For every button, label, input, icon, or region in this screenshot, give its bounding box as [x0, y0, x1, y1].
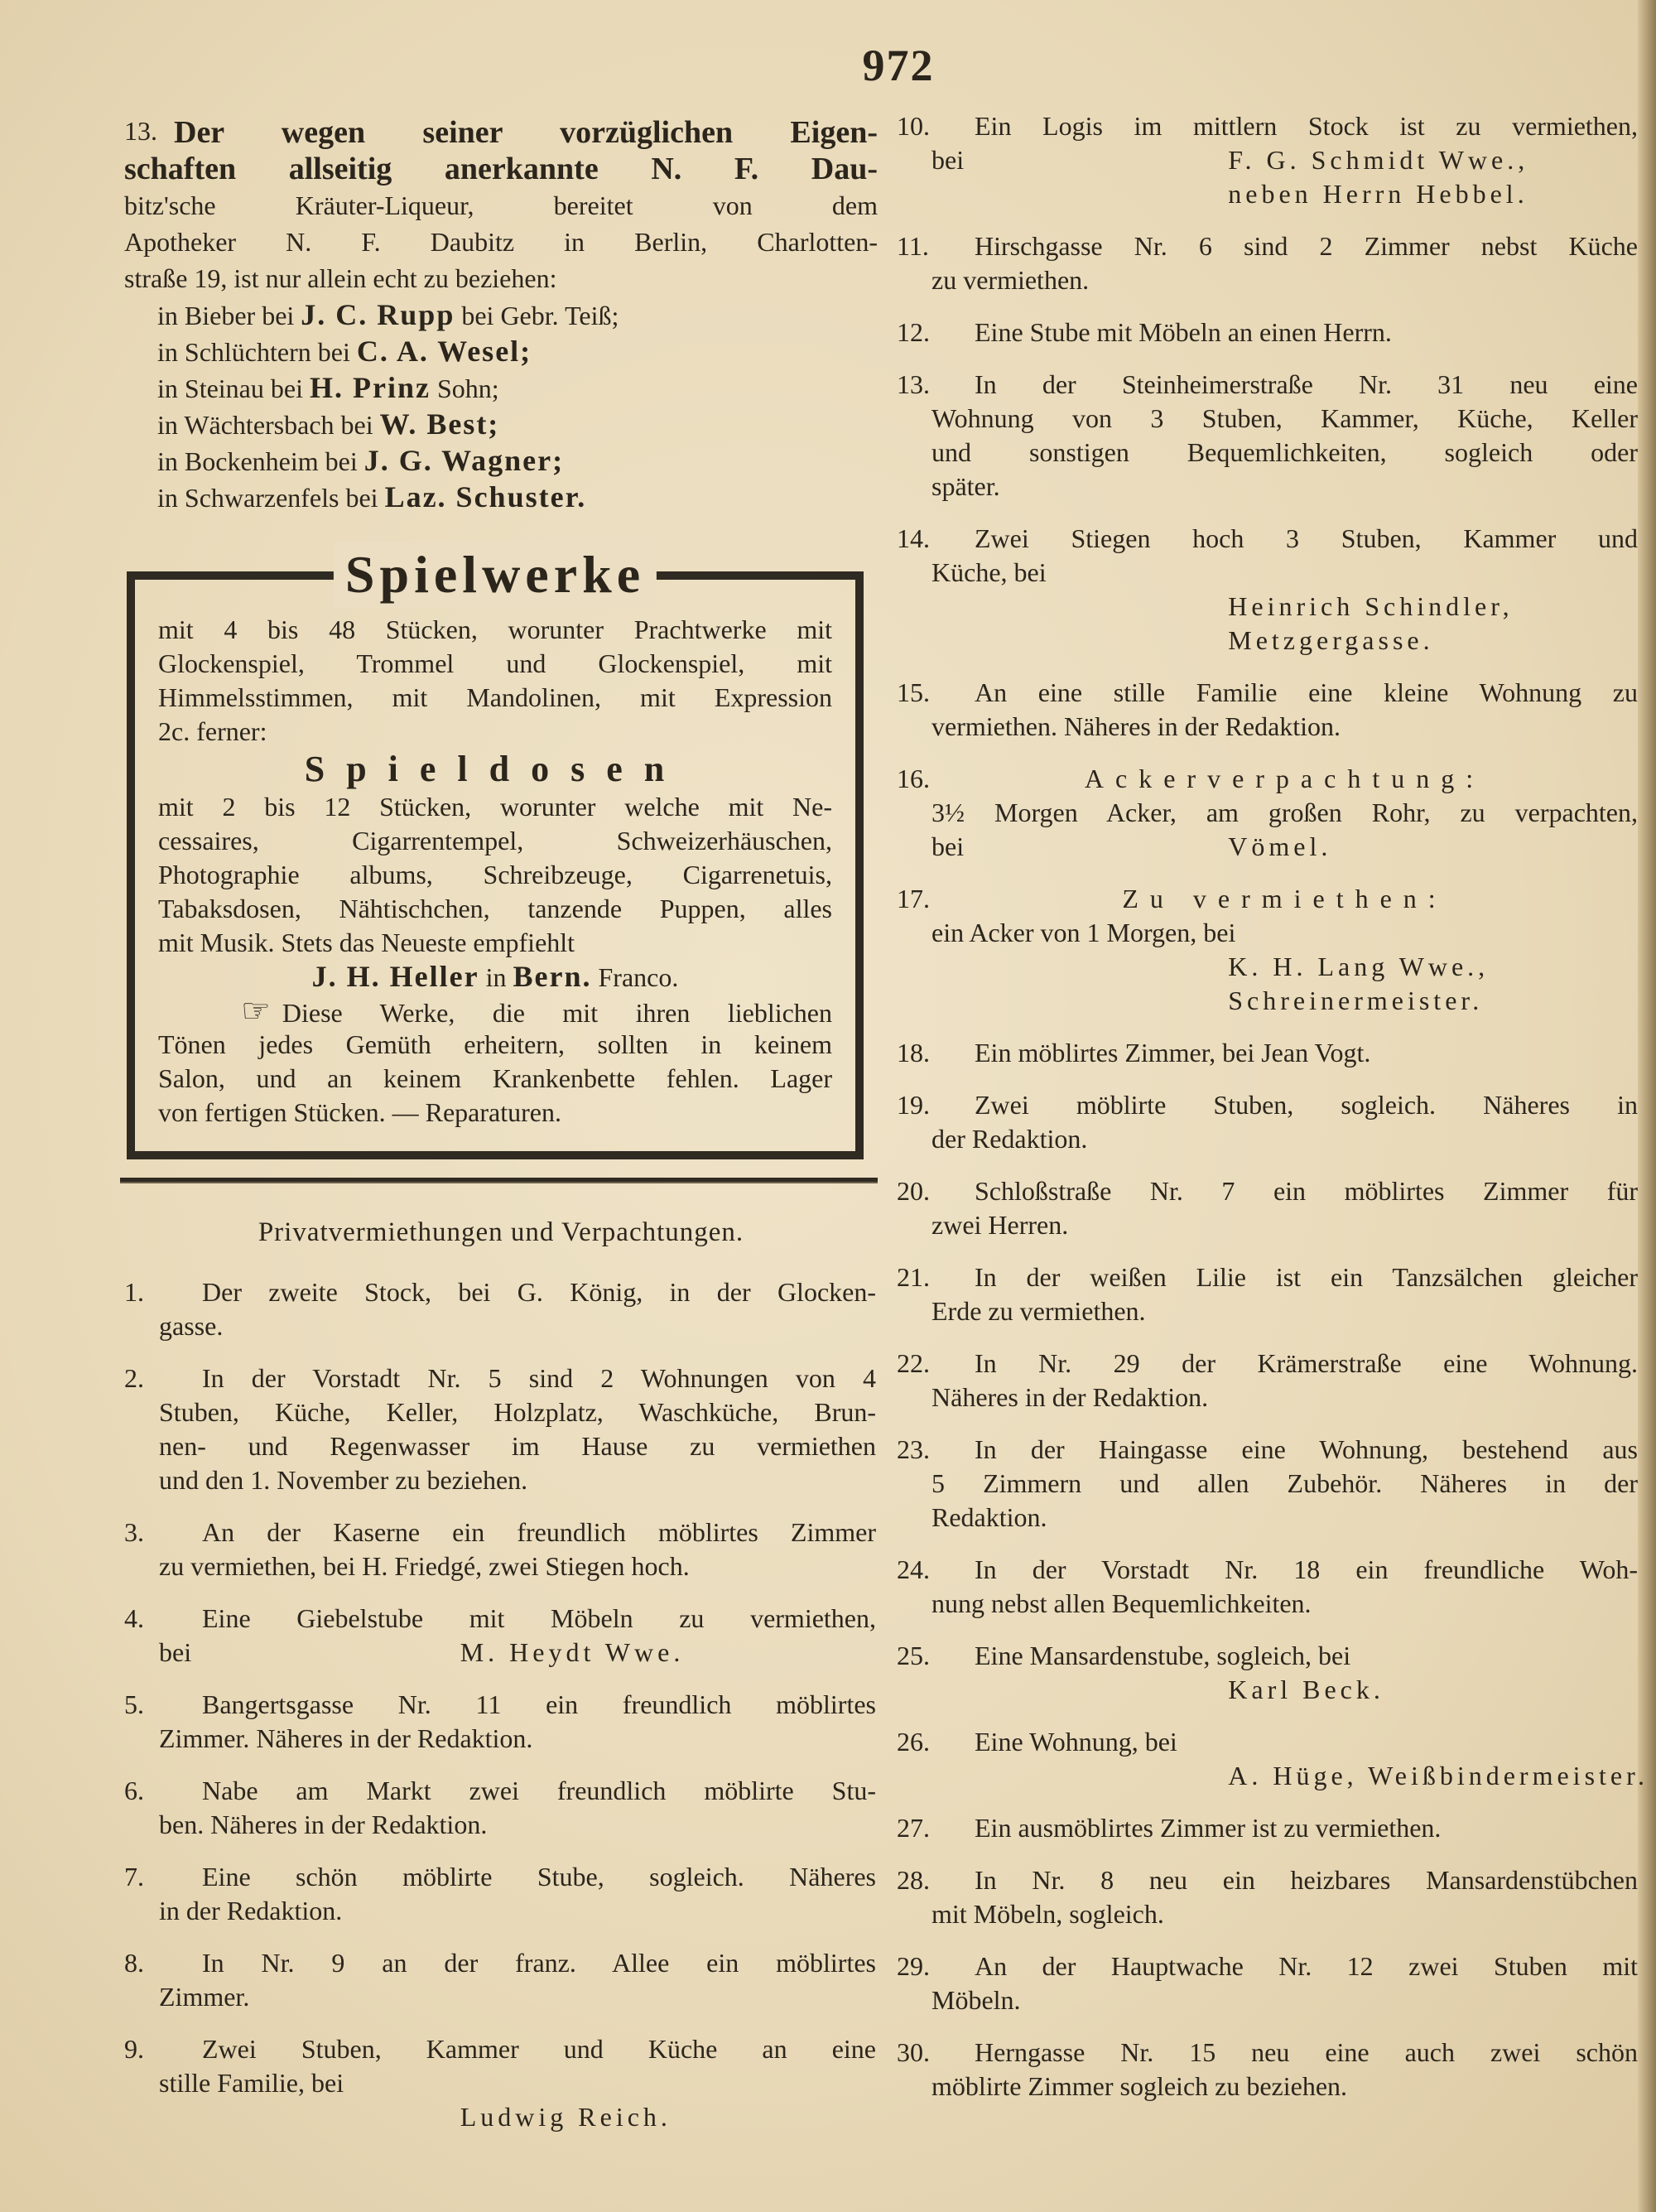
- list-item: [897, 368, 1638, 504]
- outlet-extra: Sohn;: [436, 373, 499, 403]
- outlet-line: [124, 296, 878, 333]
- item-number: 11.: [897, 231, 929, 261]
- outlet-place: in Bieber bei: [157, 301, 295, 330]
- ad-line: Der wegen seiner vorzüglichen Eigen-: [174, 115, 878, 150]
- note-text: Diese Werke, die mit ihren lieblichen: [282, 998, 832, 1028]
- list-item: [897, 1088, 1638, 1156]
- ad-line: Apotheker N. F. Daubitz in Berlin, Charlotten-: [124, 227, 878, 257]
- item-number: 16.: [897, 764, 930, 793]
- list-item: [897, 1036, 1638, 1070]
- item-number: 24.: [897, 1554, 930, 1584]
- section-divider: [120, 1178, 878, 1183]
- list-item: [897, 1725, 1649, 1793]
- ad-line: mit Musik. Stets das Neueste empfiehlt: [158, 928, 575, 957]
- list-item: [897, 1863, 1638, 1931]
- ad-line: 2c. ferner:: [158, 716, 267, 746]
- item-line: An eine stille Familie eine kleine Wohnung zu: [975, 677, 1638, 707]
- item-line: Nabe am Markt zwei freundlich möblirte Stu-: [202, 1776, 876, 1805]
- item-number: 17.: [897, 884, 930, 913]
- item-line: Zwei möblirte Stuben, sogleich. Näheres in: [975, 1090, 1638, 1120]
- item-line: Eine Stube mit Möbeln an einen Herrn.: [975, 317, 1392, 347]
- note-line: von fertigen Stücken. — Reparaturen.: [158, 1097, 561, 1127]
- item-number: 14.: [897, 523, 930, 553]
- page-spine-shadow: [1638, 0, 1656, 2212]
- list-item: [124, 1602, 876, 1670]
- spielwerke-ad-box: [127, 545, 864, 1159]
- ad-line: mit 4 bis 48 Stücken, worunter Prachtwerke mit: [158, 614, 832, 644]
- vendor-in: in: [485, 962, 507, 992]
- page-number: 972: [862, 41, 935, 90]
- item-line: nen- und Regenwasser im Hause zu vermiethen: [159, 1431, 876, 1461]
- signature-line: M. Heydt Wwe.: [460, 1637, 685, 1667]
- item-line: Ein ausmöblirtes Zimmer ist zu vermiethen.: [975, 1813, 1442, 1843]
- ad-line: Tabaksdosen, Nähtischchen, tanzende Puppen, alles: [158, 894, 832, 923]
- item-line: Eine Wohnung, bei: [975, 1727, 1177, 1757]
- item-line: In der Haingasse eine Wohnung, bestehend aus: [975, 1434, 1638, 1464]
- item-line: zwei Herren.: [932, 1210, 1069, 1240]
- item-number: 30.: [897, 2037, 930, 2067]
- item-line: Redaktion.: [932, 1502, 1047, 1532]
- ad-line: mit 2 bis 12 Stücken, worunter welche mit Ne-: [158, 792, 832, 822]
- item-heading: Ackerverpachtung:: [1084, 764, 1485, 793]
- item-line: mit Möbeln, sogleich.: [932, 1899, 1164, 1929]
- item-line: und den 1. November zu beziehen.: [159, 1465, 528, 1495]
- item-line: Ein möblirtes Zimmer, bei Jean Vogt.: [975, 1038, 1371, 1067]
- item-line: Erde zu vermiethen.: [932, 1296, 1146, 1326]
- item-number: 23.: [897, 1434, 930, 1464]
- ad-line: Himmelsstimmen, mit Mandolinen, mit Expression: [158, 682, 832, 712]
- item-line: Zwei Stiegen hoch 3 Stuben, Kammer und: [975, 523, 1638, 553]
- list-item: [897, 1174, 1638, 1242]
- outlet-place: in Wächtersbach bei: [157, 410, 373, 440]
- item-line: In Nr. 8 neu ein heizbares Mansardenstübchen: [975, 1865, 1638, 1895]
- list-item: [897, 882, 1638, 1018]
- item-number: 13.: [124, 116, 157, 146]
- right-listings: [897, 109, 1649, 2122]
- list-item: [897, 1949, 1638, 2017]
- item-line: nung nebst allen Bequemlichkeiten.: [932, 1588, 1312, 1618]
- list-item: [897, 1347, 1638, 1414]
- item-number: 7.: [124, 1862, 144, 1892]
- list-item: [124, 2032, 876, 2134]
- item-line-with-signature: [932, 143, 1638, 177]
- vendor-name: J. H. Heller: [311, 960, 479, 993]
- item-line: bei: [159, 1637, 192, 1667]
- item-number: 8.: [124, 1948, 144, 1978]
- item-line: In der Steinheimerstraße Nr. 31 neu eine: [975, 369, 1638, 399]
- item-number: 26.: [897, 1727, 930, 1757]
- outlet-place: in Bockenheim bei: [157, 446, 358, 476]
- item-line: In der Vorstadt Nr. 5 sind 2 Wohnungen von 4: [202, 1363, 876, 1393]
- signature-line: Metzgergasse.: [1228, 625, 1434, 655]
- list-item: [124, 1516, 876, 1583]
- list-item: [897, 676, 1638, 744]
- list-item: [124, 1946, 876, 2014]
- list-item: [897, 1553, 1638, 1621]
- note-line: Tönen jedes Gemüth erheitern, sollten in keinem: [158, 1029, 832, 1059]
- item-number: 20.: [897, 1176, 930, 1206]
- item-number: 19.: [897, 1090, 930, 1120]
- item-line: Bangertsgasse Nr. 11 ein freundlich möblirtes: [202, 1689, 876, 1719]
- outlet-line: [124, 333, 878, 369]
- item-number: 1.: [124, 1277, 144, 1307]
- item-number: 22.: [897, 1348, 930, 1378]
- item-line: An der Hauptwache Nr. 12 zwei Stuben mit: [975, 1951, 1638, 1981]
- outlet-name: C. A. Wesel;: [356, 335, 532, 368]
- item-number: 9.: [124, 2034, 144, 2064]
- item-line: Eine Giebelstube mit Möbeln zu vermiethen,: [202, 1603, 876, 1633]
- signature-line: neben Herrn Hebbel.: [1228, 179, 1528, 209]
- item-line-with-signature: [159, 1636, 876, 1670]
- list-item: [897, 109, 1638, 211]
- list-item: [897, 1433, 1638, 1535]
- outlet-place: in Schlüchtern bei: [157, 337, 350, 367]
- item-number: 12.: [897, 317, 930, 347]
- item-line: An der Kaserne ein freundlich möblirtes Zimmer: [202, 1517, 876, 1547]
- item-line: ben. Näheres in der Redaktion.: [159, 1810, 488, 1839]
- item-line: In der Vorstadt Nr. 18 ein freundliche Woh-: [975, 1554, 1638, 1584]
- list-item: [897, 762, 1638, 864]
- item-line: später.: [932, 471, 1000, 501]
- item-line: Zimmer.: [159, 1982, 250, 2012]
- signature-line: Ludwig Reich.: [460, 2102, 672, 2132]
- outlet-name: Laz. Schuster.: [384, 480, 587, 513]
- item-line: 3½ Morgen Acker, am großen Rohr, zu verpachten,: [932, 798, 1638, 827]
- item-line: bei: [932, 145, 965, 175]
- item-line: Hirschgasse Nr. 6 sind 2 Zimmer nebst Küche: [975, 231, 1638, 261]
- item-line: In Nr. 29 der Krämerstraße eine Wohnung.: [975, 1348, 1638, 1378]
- item-number: 3.: [124, 1517, 144, 1547]
- item-line: bei: [932, 831, 965, 861]
- item-line: Herngasse Nr. 15 neu eine auch zwei schön: [975, 2037, 1638, 2067]
- outlet-name: J. C. Rupp: [301, 298, 455, 331]
- outlet-place: in Schwarzenfels bei: [157, 483, 378, 513]
- list-item: [124, 1774, 876, 1842]
- outlet-line: [124, 369, 878, 406]
- outlet-line: [124, 406, 878, 442]
- ad-kraeuter-liqueur: [124, 114, 878, 533]
- item-line: ein Acker von 1 Morgen, bei: [932, 918, 1236, 947]
- item-line: Küche, bei: [932, 557, 1047, 587]
- item-line: In der weißen Lilie ist ein Tanzsälchen gleicher: [975, 1262, 1638, 1292]
- outlet-place: in Steinau bei: [157, 373, 303, 403]
- vendor-franco: Franco.: [598, 962, 679, 992]
- outlet-extra: bei Gebr. Teiß;: [461, 301, 619, 330]
- list-item: [124, 1361, 876, 1497]
- outlet-line: [124, 442, 878, 479]
- item-line: Zwei Stuben, Kammer und Küche an eine: [202, 2034, 876, 2064]
- item-line: zu vermiethen.: [932, 265, 1090, 295]
- signature-line: K. H. Lang Wwe.,: [1228, 952, 1490, 981]
- item-line: zu vermiethen, bei H. Friedgé, zwei Stiegen hoch.: [159, 1551, 690, 1581]
- left-listings: [124, 1275, 876, 2152]
- item-line: Ein Logis im mittlern Stock ist zu vermiethen,: [975, 111, 1638, 141]
- pointing-hand-icon: ☞: [241, 992, 271, 1029]
- list-item: [897, 522, 1638, 658]
- note-line: [158, 994, 832, 1028]
- item-number: 21.: [897, 1262, 930, 1292]
- item-heading: Zu vermiethen:: [1122, 884, 1447, 913]
- item-number: 4.: [124, 1603, 144, 1633]
- list-item: [124, 1860, 876, 1928]
- item-number: 2.: [124, 1363, 144, 1393]
- item-line: Der zweite Stock, bei G. König, in der Glocken-: [202, 1277, 876, 1307]
- item-number: 6.: [124, 1776, 144, 1805]
- list-item: [124, 1688, 876, 1756]
- item-line: Eine Mansardenstube, sogleich, bei: [975, 1641, 1351, 1670]
- outlet-name: J. G. Wagner;: [363, 444, 565, 477]
- vendor-city: Bern.: [513, 960, 592, 993]
- ad-line: cessaires, Cigarrentempel, Schweizerhäuschen,: [158, 826, 832, 855]
- item-line: stille Familie, bei: [159, 2068, 344, 2098]
- ad-line: Photographie albums, Schreibzeuge, Cigarrenetuis,: [158, 860, 832, 889]
- item-line: Zimmer. Näheres in der Redaktion.: [159, 1723, 533, 1753]
- item-line: und sonstigen Bequemlichkeiten, sogleich oder: [932, 437, 1638, 467]
- item-line: Wohnung von 3 Stuben, Kammer, Küche, Keller: [932, 403, 1638, 433]
- signature-line: Schreinermeister.: [1228, 986, 1484, 1015]
- item-line: Schloßstraße Nr. 7 ein möblirtes Zimmer für: [975, 1176, 1638, 1206]
- item-line: gasse.: [159, 1311, 224, 1341]
- item-number: 13.: [897, 369, 930, 399]
- ad-line: straße 19, ist nur allein echt zu beziehen:: [124, 263, 557, 293]
- item-number: 18.: [897, 1038, 930, 1067]
- signature-line: A. Hüge, Weißbindermeister.: [1228, 1761, 1649, 1790]
- list-item: [897, 1260, 1638, 1328]
- item-number: 25.: [897, 1641, 930, 1670]
- vendor-line: [158, 960, 832, 994]
- signature-line: Heinrich Schindler,: [1228, 591, 1514, 621]
- item-line: Möbeln.: [932, 1985, 1021, 2015]
- section-title: Privatvermiethungen und Verpachtungen.: [258, 1217, 744, 1247]
- item-line: in der Redaktion.: [159, 1896, 343, 1925]
- item-line: Eine schön möblirte Stube, sogleich. Näheres: [202, 1862, 876, 1892]
- item-line: der Redaktion.: [932, 1124, 1088, 1154]
- item-number: 27.: [897, 1813, 930, 1843]
- ad-line: Glockenspiel, Trommel und Glockenspiel, mit: [158, 648, 832, 678]
- item-number: 5.: [124, 1689, 144, 1719]
- item-line: Näheres in der Redaktion.: [932, 1382, 1209, 1412]
- signature-line: F. G. Schmidt Wwe.,: [1228, 145, 1529, 175]
- signature-line: Karl Beck.: [1228, 1675, 1384, 1704]
- list-item: [124, 1275, 876, 1343]
- signature-line: Vömel.: [1228, 831, 1332, 861]
- note-line: Salon, und an keinem Krankenbette fehlen. Lager: [158, 1063, 832, 1093]
- item-line: vermiethen. Näheres in der Redaktion.: [932, 711, 1341, 741]
- outlet-name: W. Best;: [379, 407, 500, 441]
- item-number: 29.: [897, 1951, 930, 1981]
- spieldosen-subtitle: Spieldosen: [304, 749, 686, 789]
- item-line: Stuben, Küche, Keller, Holzplatz, Waschküche, Brun-: [159, 1397, 876, 1427]
- item-number: 10.: [897, 111, 930, 141]
- spielwerke-title: Spielwerke: [334, 542, 657, 608]
- list-item: [897, 2036, 1638, 2104]
- list-item: [897, 229, 1638, 297]
- ad-line: schaften allseitig anerkannte N. F. Dau-: [124, 152, 878, 186]
- list-item: [897, 1811, 1638, 1845]
- item-line: möblirte Zimmer sogleich zu beziehen.: [932, 2071, 1348, 2101]
- item-line-with-signature: [932, 830, 1638, 864]
- outlet-line: [124, 479, 878, 515]
- item-line: 5 Zimmern und allen Zubehör. Näheres in der: [932, 1468, 1638, 1498]
- item-number: 15.: [897, 677, 930, 707]
- item-number: 28.: [897, 1865, 930, 1895]
- list-item: [897, 1639, 1638, 1707]
- item-line: In Nr. 9 an der franz. Allee ein möblirtes: [202, 1948, 876, 1978]
- outlet-name: H. Prinz: [309, 371, 431, 404]
- ad-line: bitz'sche Kräuter-Liqueur, bereitet von dem: [124, 190, 878, 220]
- list-item: [897, 316, 1638, 349]
